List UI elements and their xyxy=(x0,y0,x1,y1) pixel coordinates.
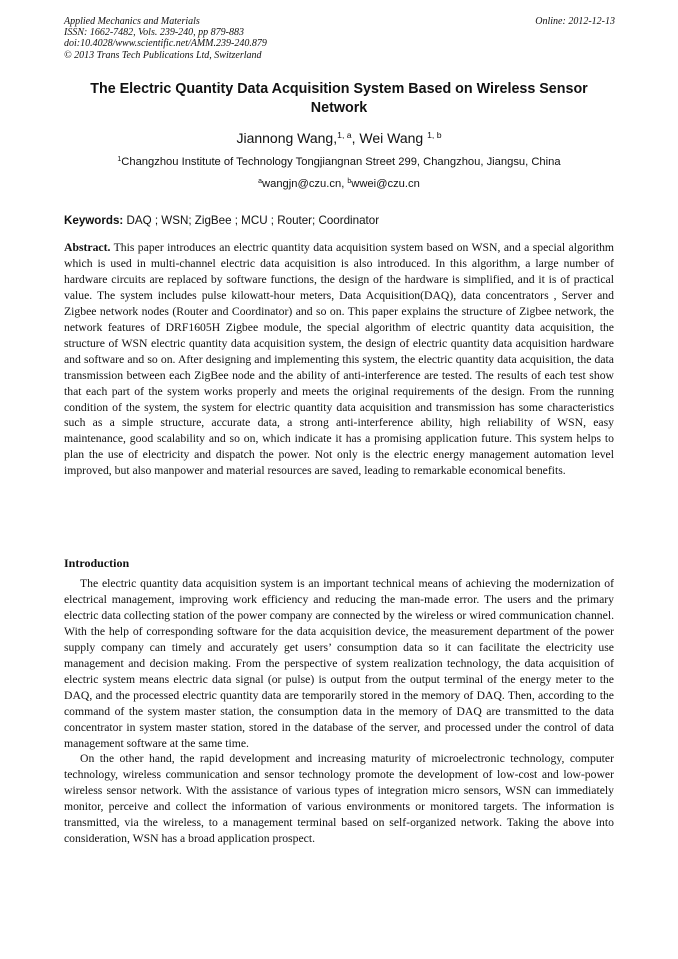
journal-copyright: © 2013 Trans Tech Publications Ltd, Switzerland xyxy=(64,49,262,61)
affiliation-text: Changzhou Institute of Technology Tongjiangnan Street 299, Changzhou, Jiangsu, China xyxy=(121,156,561,168)
online-date: Online: 2012-12-13 xyxy=(535,16,615,27)
author-affil-mark: 1, b xyxy=(427,130,442,141)
abstract-label: Abstract. xyxy=(64,241,111,254)
email-mark: b xyxy=(347,178,352,186)
paragraph: The electric quantity data acquisition system is an important technical means of achieving the modernization of electrical management, improving work efficiency and reducing the man-made error. The users and the primary electric data collecting station of the power company are connected by the wireless or wired communication channel. With the help of corresponding software for the data acquisition device, the measurement department of the power supply company can timely and accurately get users’ consumption data so it can facilitate the electricity use management and decision making. From the perspective of system realization technology, the data acquisition of electric system means electric data signal (or pulse) is output from the output terminal of the energy meter to the DAQ, and the processed electric quantity data are temporarily stored in the memory of DAQ. Then, according to the command of the system master station, the consumption data in the memory of DAQ are transmitted to the data concentrator in system master station, stored in the database of the server, and processed under the control of data management software at the same time. xyxy=(64,577,614,750)
email-address: wwei@czu.cn xyxy=(351,178,420,190)
author-list xyxy=(64,129,614,147)
introduction-body xyxy=(64,576,614,847)
keywords-label: Keywords: xyxy=(64,214,124,227)
author-affil-mark: 1, a xyxy=(337,130,352,141)
email-mark: a xyxy=(258,178,263,186)
author-separator: , xyxy=(351,130,360,146)
affiliation-mark: 1 xyxy=(117,156,122,164)
email-address: wangjn@czu.cn xyxy=(262,178,342,190)
journal-issn: ISSN: 1662-7482, Vols. 239-240, pp 879-883 xyxy=(64,27,244,39)
journal-name: Applied Mechanics and Materials xyxy=(64,16,200,27)
journal-header xyxy=(64,16,444,61)
author-name: Jiannong Wang, xyxy=(236,130,338,146)
journal-doi: doi:10.4028/www.scientific.net/AMM.239-240.879 xyxy=(64,38,267,50)
email-separator: , xyxy=(341,178,348,190)
paragraph: On the other hand, the rapid development and increasing maturity of microelectronic technology, computer technology, wireless communication and sensor technology promote the development of low-cost and low-power wireless sensor network. With the assistance of various types of integration micro sensors, WSN can immediately monitor, perceive and collect the information of various environments or monitored targets. The information is transmitted, via the wireless, to a management terminal based on self-organized network. Taking the above into consideration, WSN has a broad application prospect. xyxy=(64,752,614,846)
paper-title: The Electric Quantity Data Acquisition System Based on Wireless Sensor Network xyxy=(90,81,588,116)
keywords-text: DAQ ; WSN; ZigBee ; MCU ; Router; Coordinator xyxy=(123,214,380,227)
abstract-text: This paper introduces an electric quantity data acquisition system based on WSN, and a special algorithm which is used in multi-channel electric data acquisition is also introduced. In this algorithm, a large number of hardware circuits are replaced by software functions, the design of the hardware is simplified, and it is of practical value. The system includes pulse kilowatt-hour meters, Data Acquisition(DAQ), data concentrators , Server and Zigbee network nodes (Router and Coordinator) and so on. This paper explains the structure of Zigbee network, the network features of DRF1605H Zigbee module, the special algorithm of electric quantity data acquisition, the structure of WSN electric quantity data acquisition system, the design of electric quantity data acquisition hardware and software and so on. After designing and implementing this system, the electric quantity data acquisition, the data transmission between each ZigBee node and the ability of anti-interference are tested. The results of each test show that each part of the system works properly and meets the original requirements of the design. From the running condition of the system, the system for electric quantity data acquisition and transmission has some characteristics such as a simple structure, accurate data, a strong anti-interference ability, high reliability of WSN, easy maintenance, good scalability and so on, which indicate it has a promising application future. This system helps to plan the use of electricity and dispatch the power. Not only is the electric energy management automation level improved, but also manpower and material resources are saved, leading to remarkable economical benefits. xyxy=(64,241,614,478)
section-heading: Introduction xyxy=(64,556,130,570)
keywords xyxy=(64,213,614,228)
affiliation xyxy=(40,155,638,169)
author-name: Wei Wang xyxy=(359,130,428,146)
email-list xyxy=(64,177,614,191)
abstract xyxy=(64,240,614,479)
